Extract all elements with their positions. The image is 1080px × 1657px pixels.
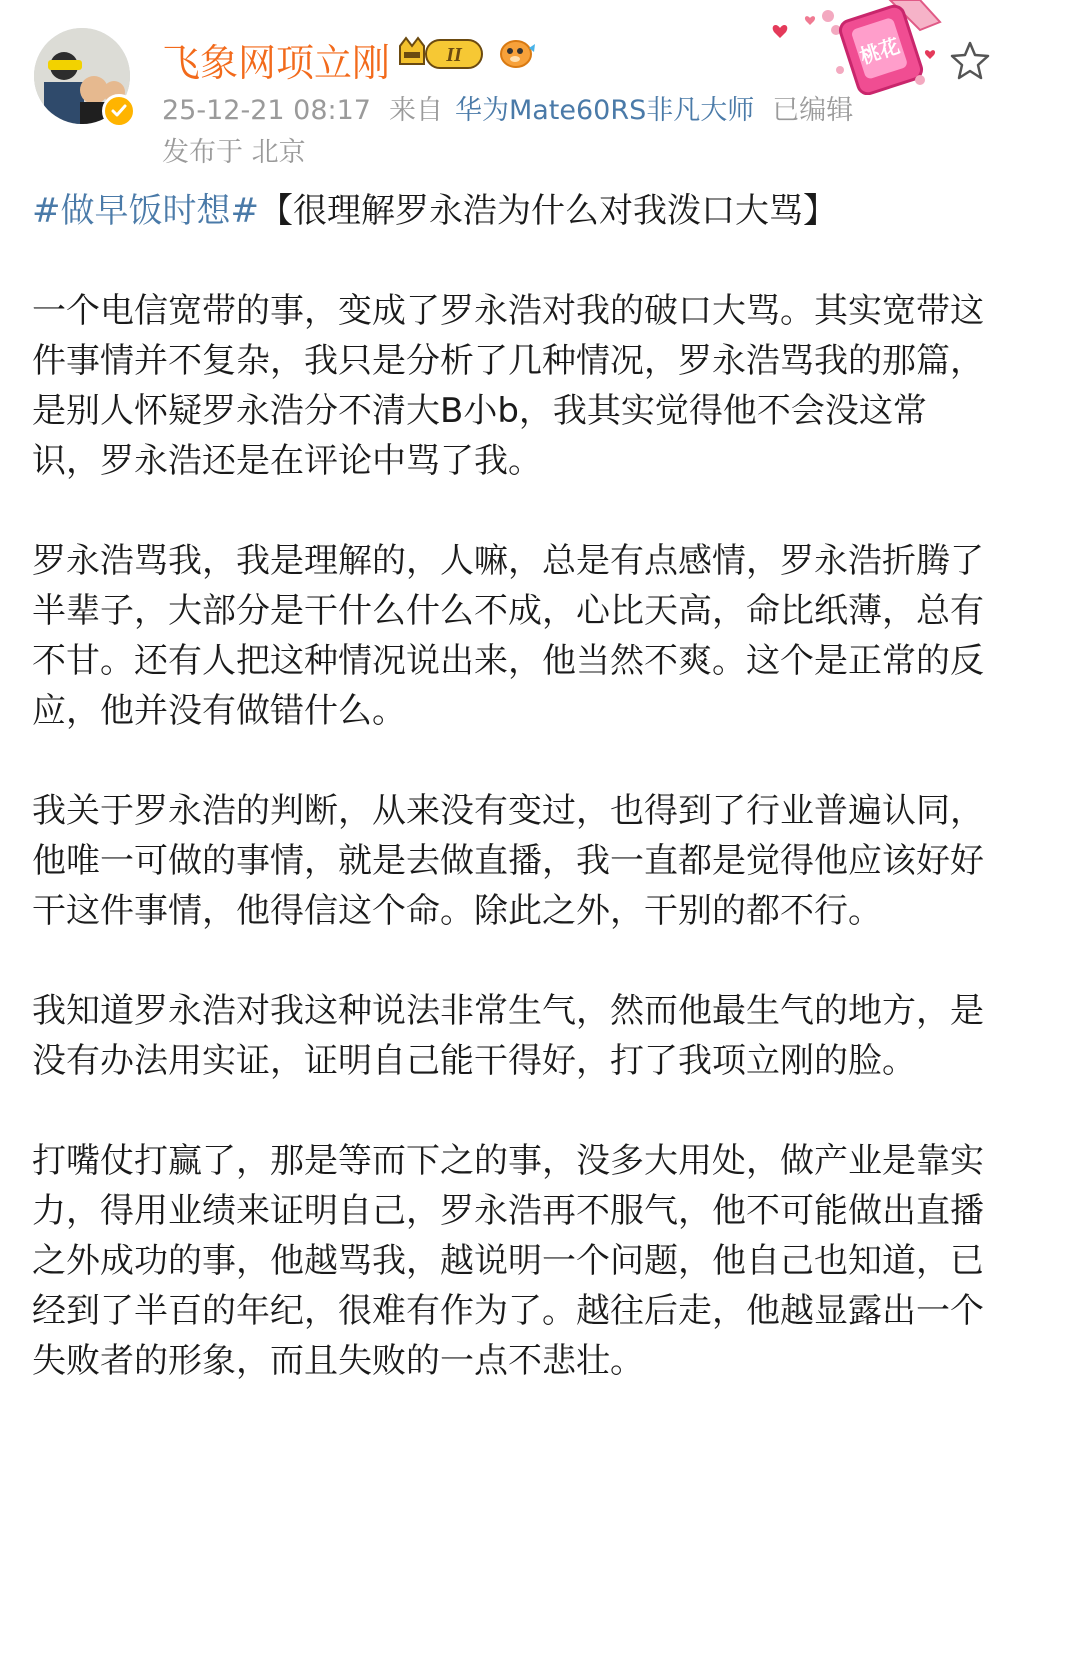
post-location: 发布于 北京 [162,137,306,168]
author-name[interactable]: 飞象网项立刚 [162,41,391,85]
verified-badge-icon [102,94,136,128]
paragraph-2: 罗永浩骂我，我是理解的，人嘛，总是有点感情，罗永浩折腾了半辈子，大部分是干什么什么不成，心比天高，命比纸薄，总有不甘。还有人把这种情况说出来，他当然不爽。这个是正常的反应，他并没有做错什么。 [32,541,984,731]
post-body [32,186,992,1436]
peach-blossom-charm-icon [770,0,950,95]
post-timestamp: 25-12-21 08:17 [162,95,371,126]
paragraph-1: 一个电信宽带的事，变成了罗永浩对我的破口大骂。其实宽带这件事情并不复杂，我只是分析了几种情况，罗永浩骂我的那篇，是别人怀疑罗永浩分不清大B小b，我其实觉得他不会没这常识，罗永浩还是在评论中骂了我。 [32,291,984,481]
edited-label[interactable]: 已编辑 [772,95,854,126]
crown-level-icon[interactable] [396,34,488,72]
paragraph-5: 打嘴仗打赢了，那是等而下之的事，没多大用处，做产业是靠实力，得用业绩来证明自己，罗永浩再不服气，他不可能做出直播之外成功的事，他越骂我，越说明一个问题，他自己也知道，已经到了半百的年纪，很难有作为了。越往后走，他越显露出一个失败者的形象，而且失败的一点不悲壮。 [32,1141,984,1381]
decor-text: 桃花 [856,33,903,69]
post-headline: 【很理解罗永浩为什么对我泼口大骂】 [258,191,837,231]
post-header [0,0,1080,190]
level-label: II [446,44,462,66]
pufferfish-icon [496,34,536,72]
star-icon[interactable] [950,40,990,80]
post-meta [162,88,853,127]
paragraph-4: 我知道罗永浩对我这种说法非常生气，然而他最生气的地方，是没有办法用实证，证明自己能干得好，打了我项立刚的脸。 [32,991,984,1081]
topic-link[interactable]: #做早饭时想# [32,191,259,231]
paragraph-3: 我关于罗永浩的判断，从来没有变过，也得到了行业普遍认同，他唯一可做的事情，就是去做直播，我一直都是觉得他应该好好干这件事情，他得信这个命。除此之外，干别的都不行。 [32,791,984,931]
source-prefix: 来自 [388,95,443,126]
post-headline-line [32,186,992,236]
avatar[interactable] [34,28,130,124]
device-link[interactable]: 华为Mate60RS非凡大师 [454,95,755,126]
